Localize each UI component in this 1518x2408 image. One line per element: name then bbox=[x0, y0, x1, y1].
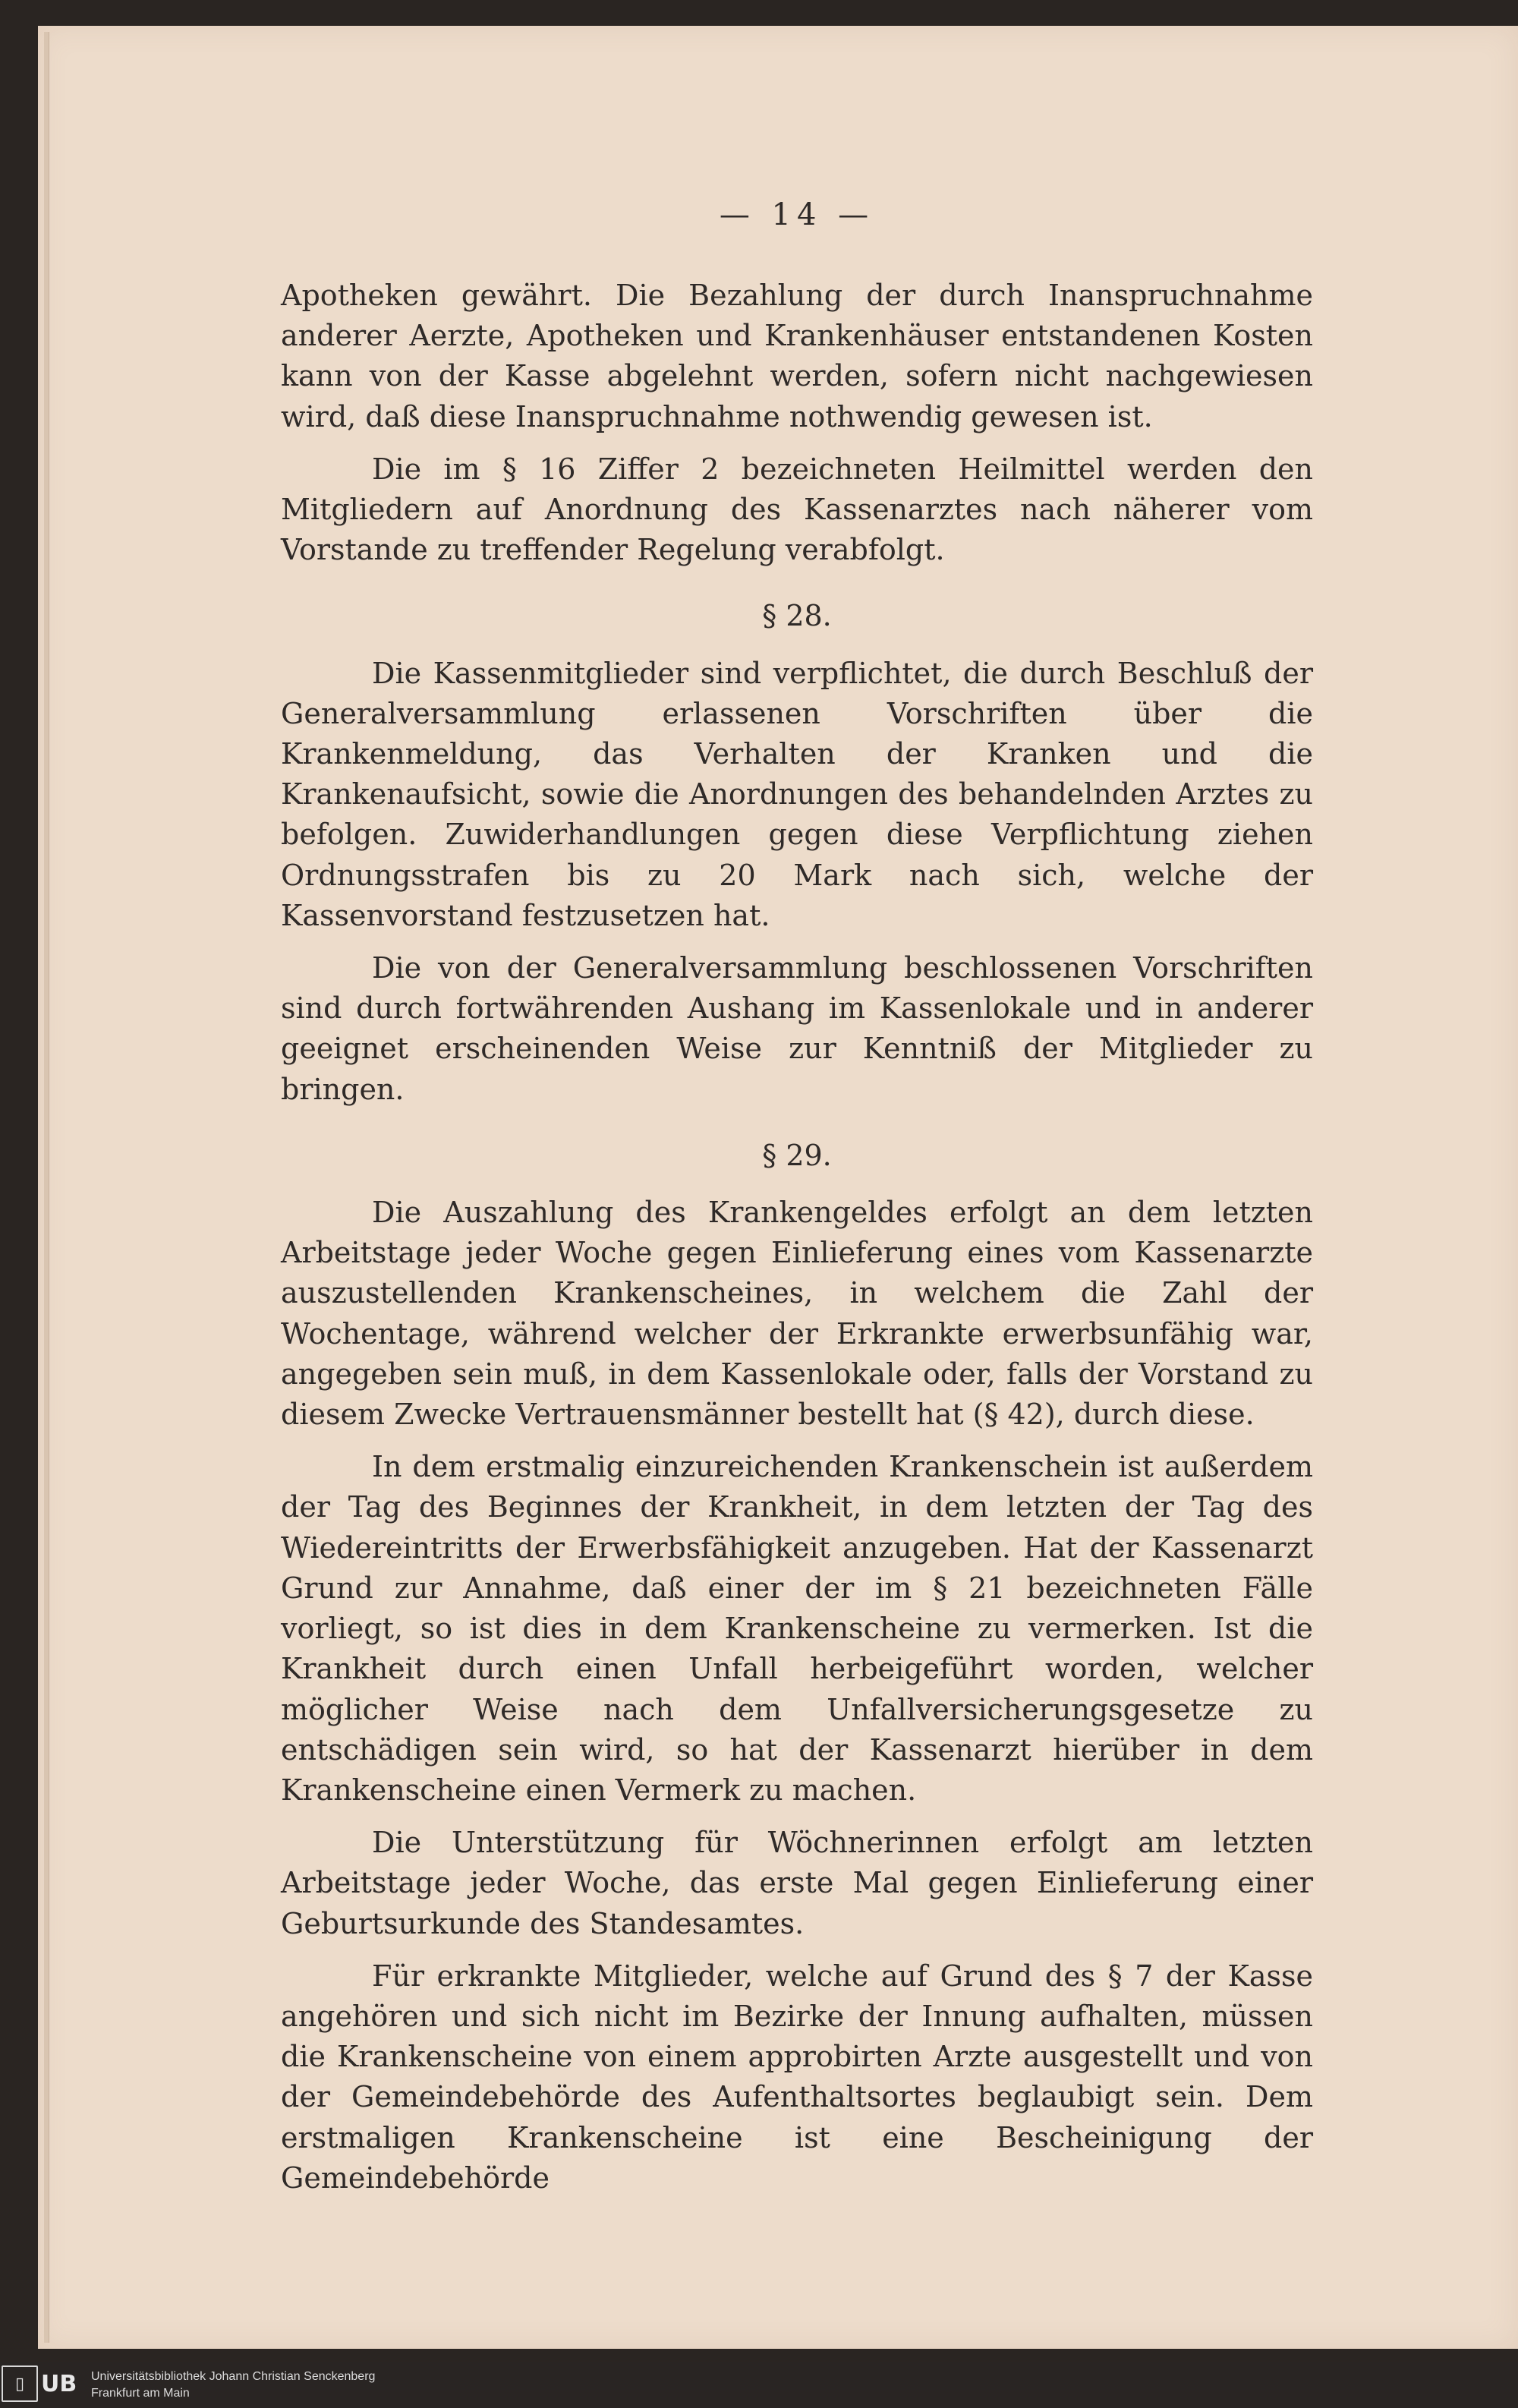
paragraph: Die Kassenmitglieder sind verpflichtet, die durch Beschluß der Generalversammlung erlassenen Vorschriften über die Krankenmeldung, das Verhalten der Kranken und die Krankenaufsicht, sowie die Anordnungen des behandelnden Arztes zu befolgen. Zuwiderhandlungen gegen diese Verpflichtung ziehen Ordnungsstrafen bis zu 20 Mark nach sich, welche der Kassenvorstand festzusetzen hat. bbox=[281, 656, 1313, 932]
library-credit bbox=[91, 2369, 375, 2402]
logo-text: UB bbox=[41, 2370, 77, 2397]
page-edge bbox=[44, 32, 49, 2343]
paragraph: Die Unterstützung für Wöchnerinnen erfolgt am letzten Arbeitstage jeder Woche, das erste Mal gegen Einlieferung einer Geburtsurkunde des Standesamtes. bbox=[281, 1826, 1313, 1940]
paragraph: In dem erstmalig einzureichenden Krankenschein ist außerdem der Tag des Beginnes der Krankheit, in dem letzten der Tag des Wiedereintritts der Erwerbsfähigkeit anzugeben. Hat der Kassenarzt Grund zur Annahme, daß einer der im § 21 bezeichneten Fälle vorliegt, so ist dies in dem Krankenscheine zu vermerken. Ist die Krankheit durch einen Unfall herbeigeführt worden, welcher möglicher Weise nach dem Unfallversicherungsgesetze zu entschädigen sein wird, so hat der Kassenarzt hierüber in dem Krankenscheine einen Vermerk zu machen. bbox=[281, 1450, 1313, 1807]
library-name: Universitätsbibliothek Johann Christian Senckenberg bbox=[91, 2370, 376, 2383]
paragraph: Die im § 16 Ziffer 2 bezeichneten Heilmittel werden den Mitgliedern auf Anordnung des Kassenarztes nach näherer vom Vorstande zu treffender Regelung verabfolgt. bbox=[281, 452, 1313, 567]
paragraph: Die von der Generalversammlung beschlossenen Vorschriften sind durch fortwährenden Aushang im Kassenlokale und in anderer geeignet erscheinenden Weise zur Kenntniß der Mitglieder zu bringen. bbox=[281, 951, 1313, 1106]
page-number: — 14 — bbox=[719, 197, 875, 232]
section-heading-29: § 29. bbox=[762, 1138, 832, 1172]
library-footer bbox=[0, 2362, 1518, 2408]
paragraph: Für erkrankte Mitglieder, welche auf Grund des § 7 der Kasse angehören und sich nicht im Bezirke der Innung aufhalten, müssen die Krankenscheine von einem approbirten Arzte ausgestellt und von der Gemeindebehörde des Aufenthaltsortes beglaubigt sein. Dem erstmaligen Krankenscheine ist eine Bescheinigung der Gemeindebehörde bbox=[281, 1959, 1313, 2195]
page-text bbox=[281, 194, 1313, 2211]
section-heading-28: § 28. bbox=[762, 599, 832, 633]
book-icon: ▯ bbox=[2, 2365, 38, 2402]
library-city: Frankfurt am Main bbox=[91, 2387, 190, 2400]
library-logo bbox=[2, 2365, 85, 2402]
paragraph: Die Auszahlung des Krankengeldes erfolgt an dem letzten Arbeitstage jeder Woche gegen Einlieferung eines vom Kassenarzte auszustellenden Krankenscheines, in welchem die Zahl der Wochentage, während welcher der Erkrankte erwerbsunfähig war, angegeben sein muß, in dem Kassenlokale oder, falls der Vorstand zu diesem Zwecke Vertrauensmänner bestellt hat (§ 42), durch diese. bbox=[281, 1196, 1313, 1432]
paragraph: Apotheken gewährt. Die Bezahlung der durch Inanspruchnahme anderer Aerzte, Apotheken und Krankenhäuser entstandenen Kosten kann von der Kasse abgelehnt werden, sofern nicht nachgewiesen wird, daß diese Inanspruchnahme nothwendig gewesen ist. bbox=[281, 279, 1313, 433]
